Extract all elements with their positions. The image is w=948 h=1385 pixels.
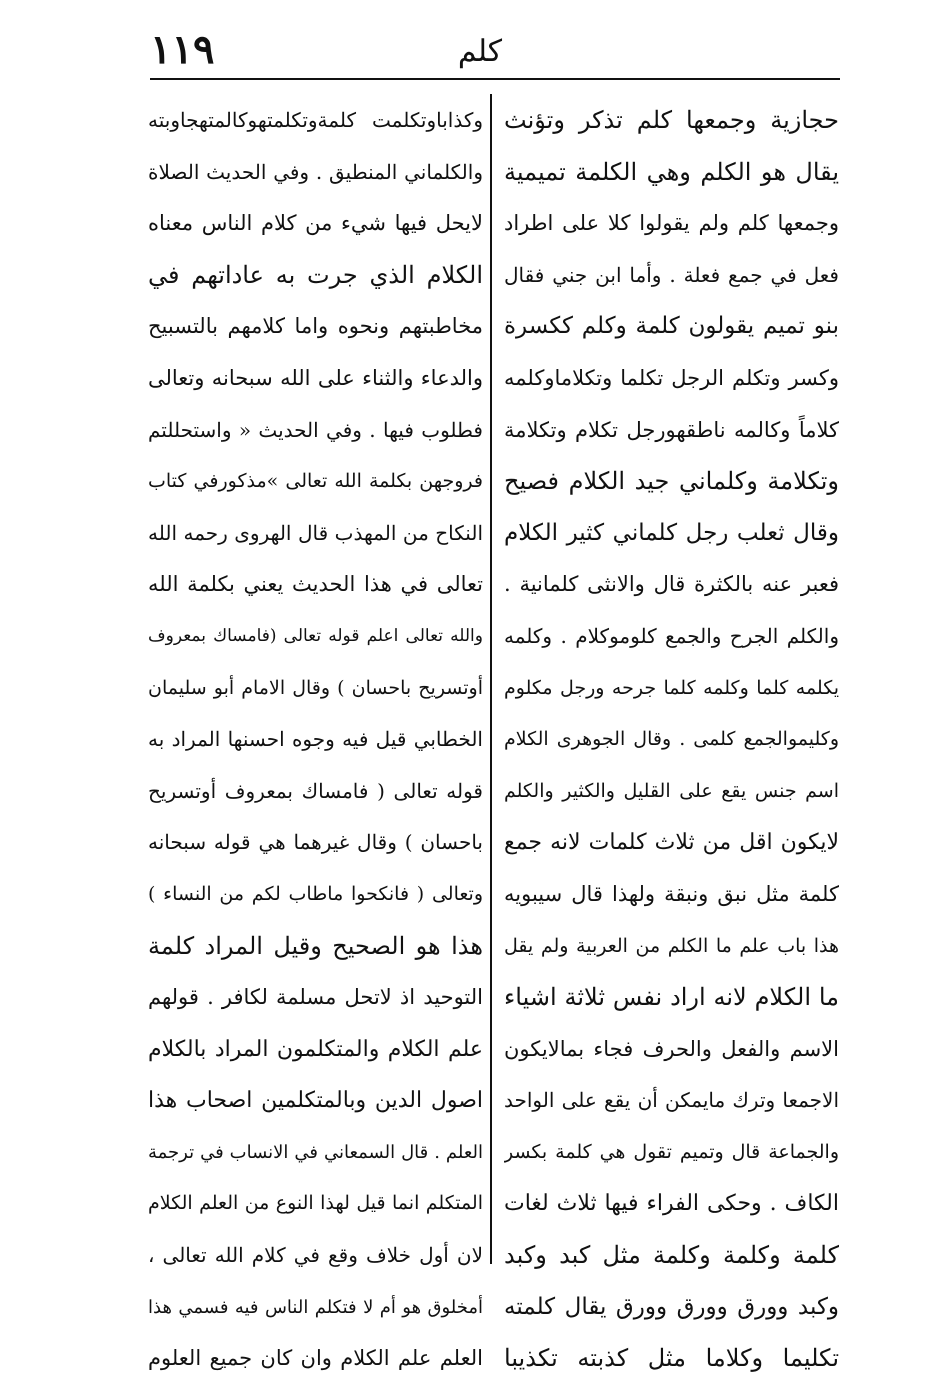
text-line: فعل في جمع فعلة . وأما ابن جني فقال <box>504 262 839 287</box>
text-line: كلاماً وكالمه ناطقهورجل تكلام وتكلامة <box>504 417 839 442</box>
text-line: يقال هو الكلم وهي الكلمة تميمية <box>504 157 839 186</box>
page-number: ١١٩ <box>150 26 215 73</box>
text-line: والكلماني المنطيق . وفي الحديث الصلاة <box>148 159 483 184</box>
text-line: هذا باب علم ما الكلم من العربية ولم يقل <box>504 934 839 957</box>
text-line: اصول الدين وبالمتكلمين اصحاب هذا <box>148 1088 483 1114</box>
text-line: لان أول خلاف وقع في كلام الله تعالى ، <box>148 1243 483 1268</box>
text-line: العلم علم الكلام وان كان جميع العلوم <box>148 1346 483 1371</box>
text-line: الكاف . وحكى الفراء فيها ثلاث لغات <box>504 1191 839 1217</box>
text-line: هذا هو الصحيح وقيل المراد كلمة <box>148 931 483 960</box>
text-line: والدعاء والثناء على الله سبحانه وتعالى <box>148 365 483 390</box>
text-line: والجماعة قال وتميم تقول هي كلمة بكسر <box>504 1140 839 1163</box>
text-line: فروجهن بكلمة الله تعالى »مذكورفي كتاب <box>148 470 483 493</box>
text-line: المتكلم انما قيل لهذا النوع من العلم الكلام <box>148 1192 483 1215</box>
text-line: قوله تعالى ( فامساك بمعروف أوتسريح <box>148 778 483 803</box>
text-line: كلمة مثل نبق ونبقة ولهذا قال سيبويه <box>504 881 839 906</box>
text-line: علم الكلام والمتكلمون المراد بالكلام <box>148 1036 483 1062</box>
text-line: يكلمه كلما وكلمه كلما جرحه ورجل مكلوم <box>504 676 839 699</box>
text-line: باحسان ) وقال غيرهما هي قوله سبحانه <box>148 830 483 855</box>
text-line: مخاطبتهم ونحوه واما كلامهم بالتسبيح <box>148 314 483 339</box>
text-line: اسم جنس يقع على القليل والكثير والكلم <box>504 779 839 802</box>
text-line: الخطابي قيل فيه وجوه احسنها المراد به <box>148 727 483 752</box>
left-column <box>148 95 483 1371</box>
text-line: بنو تميم يقولون كلمة وكلم ككسرة <box>504 313 839 340</box>
text-line: وتكلامة وكلماني جيد الكلام فصيح <box>504 467 839 496</box>
column-divider <box>490 94 492 1264</box>
text-line: أوتسريح باحسان ) وقال الامام أبو سليمان <box>148 676 483 699</box>
right-column <box>504 95 839 1373</box>
running-head: كلم <box>457 34 503 69</box>
text-line: تكليما وكلاما مثل كذبته تكذيبا <box>504 1344 839 1373</box>
text-line: الاجمعا وترك مايمكن أن يقع على الواحد <box>504 1088 839 1113</box>
header-rule <box>150 78 840 80</box>
text-line: لايكون اقل من ثلاث كلمات لانه جمع <box>504 830 839 856</box>
text-line: وكبد وورق وورق وورق يقال كلمته <box>504 1293 839 1320</box>
text-line: وتعالى ( فانكحوا ماطاب لكم من النساء ) <box>148 882 483 905</box>
text-line: الاسم والفعل والحرف فجاء بمالايكون <box>504 1036 839 1061</box>
text-line: لايحل فيها شيء من كلام الناس معناه <box>148 211 483 236</box>
text-line: وكليموالجمع كلمى . وقال الجوهرى الكلام <box>504 728 839 751</box>
text-line: والله تعالى اعلم قوله تعالى (فامساك بمعروف <box>148 625 483 646</box>
text-line: وكسر وتكلم الرجل تكلما وتكلاماوكلمه <box>504 365 839 390</box>
text-line: حجازية وجمعها كلم تذكر وتؤنث <box>504 106 839 134</box>
page-header <box>0 0 948 82</box>
text-line: والكلم الجرح والجمع كلوموكلام . وكلمه <box>504 623 839 648</box>
text-line: تعالى في هذا الحديث يعني بكلمة الله <box>148 572 483 597</box>
text-line: الكلام الذي جرت به عاداتهم في <box>148 260 483 289</box>
text-line: فعبر عنه بالكثرة قال والانثى كلمانية . <box>504 572 839 597</box>
text-line: وجمعها كلم ولم يقولوا كلا على اطراد <box>504 211 839 236</box>
text-line: وكذاباوتكلمت كلمةوتكلمتهوكالمتهجاوبته <box>148 108 483 132</box>
text-line: ما الكلام لانه اراد نفس ثلاثة اشياء <box>504 983 839 1012</box>
text-line: أمخلوق هو أم لا فتكلم الناس فيه فسمي هذا <box>148 1296 483 1318</box>
text-line: فطلوب فيها . وفي الحديث « واستحللتم <box>148 417 483 442</box>
text-line: النكاح من المهذب قال الهروى رحمه الله <box>148 520 483 545</box>
text-line: وقال ثعلب رجل كلماني كثير الكلام <box>504 519 839 546</box>
text-line: العلم . قال السمعاني في الانساب في ترجمة <box>148 1141 483 1163</box>
text-line: التوحيد اذ لاتحل مسلمة لكافر . قولهم <box>148 985 483 1010</box>
text-line: كلمة وكلمة وكلمة مثل كبد وكبد <box>504 1241 839 1270</box>
